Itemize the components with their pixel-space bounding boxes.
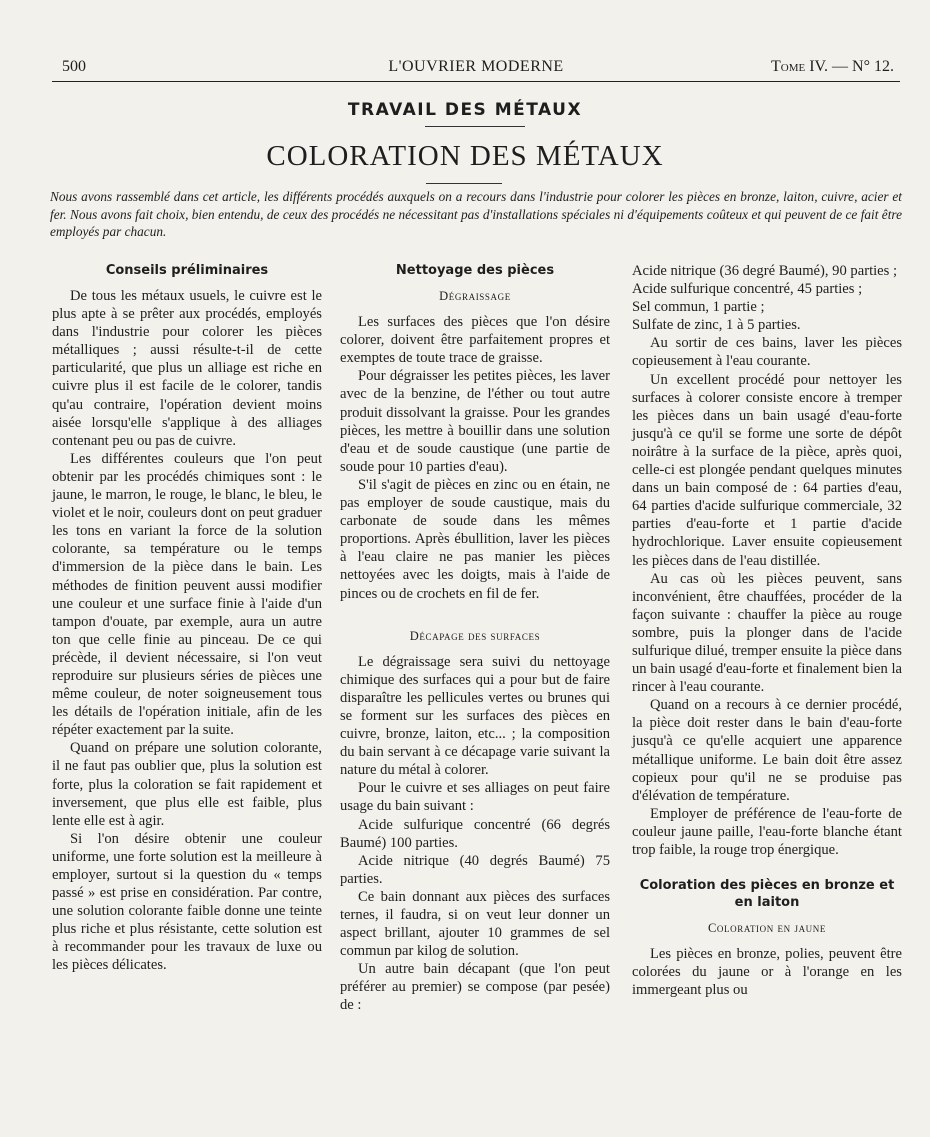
running-header	[52, 56, 900, 82]
paragraph: Ce bain donnant aux pièces des surfaces ternes, il faudra, si on veut leur donner un aspect brillant, ajouter 10 grammes de sel commun par kilog de solution.	[340, 888, 610, 960]
paragraph: Les surfaces des pièces que l'on désire colorer, doivent être parfaitement propres et exemptes de toute trace de graisse.	[340, 314, 610, 367]
paragraph: Le dégraissage sera suivi du nettoyage chimique des surfaces qui a pour but de faire disparaître les pellicules vertes ou brunes qui se forment sur les surfaces des pièces en cuivre, bronze, laiton, etc... ; la composition du bain servant à ce décapage varie suivant la nature du métal à colorer.	[340, 653, 610, 779]
ingredient-line: Sel commun, 1 partie ;	[632, 299, 765, 316]
paragraph: Un autre bain décapant (que l'on peut préférer au premier) se compose (par pesée) de :	[340, 961, 610, 1014]
paragraph: Au sortir de ces bains, laver les pièces copieusement à l'eau courante.	[632, 335, 902, 370]
ingredient-line: Sulfate de zinc, 1 à 5 parties.	[632, 317, 801, 334]
journal-title: L'OUVRIER MODERNE	[388, 58, 564, 75]
paragraph: Pour le cuivre et ses alliages on peut faire usage du bain suivant :	[340, 780, 610, 815]
paragraph: Acide nitrique (40 degrés Baumé) 75 parties.	[340, 852, 610, 887]
article-title: COLORATION DES MÉTAUX	[266, 140, 664, 172]
paragraph: Employer de préférence de l'eau-forte de couleur jaune paille, l'eau-forte blanche étant trop faible, la rouge trop énergique.	[632, 805, 902, 858]
section-rule	[425, 126, 525, 127]
page-number: 500	[62, 58, 86, 75]
paragraph: Quand on prépare une solution colorante, il ne faut pas oublier que, plus la solution est forte, plus la coloration se fait rapidement et inversement, que plus elle est faible, plus lente elle est à agir.	[52, 740, 322, 829]
heading-coloration-bronze: Coloration des pièces en bronze et en laiton	[639, 878, 895, 911]
paragraph: Si l'on désire obtenir une couleur uniforme, une forte solution est la meilleure à employer, surtout si la question du « temps passé » est prise en considération. Par contre, une solution colorante faible donne une teinte plus riche et plus résistante, cette solution est à recommander pour les travaux de luxe ou les pièces délicates.	[52, 830, 322, 974]
article-intro: Nous avons rassemblé dans cet article, les différents procédés auxquels on a recours dans l'industrie pour colorer les pièces en bronze, laiton, cuivre, acier et fer. Nous avons fait choix, bien entendu, de ceux des procédés ne nécessitant pas d'installations spéciales ni d'équipements coûteux et qui peuvent de ce fait être employés par chacun.	[50, 189, 902, 239]
subheading-coloration-jaune: Coloration en jaune	[708, 921, 826, 936]
header-rule	[52, 81, 900, 82]
paragraph: De tous les métaux usuels, le cuivre est le plus apte à se prêter aux procédés, employés dans l'industrie pour colorer les pièces métalliques ; aussi résulte-t-il de cette particularité, que plus un alliage est riche en cuivre plus il est facile de le colorer, tandis qu'au contraire, l'opération devient moins aisée lorsqu'elle s'applique à des alliages contenant peu ou pas de cuivre.	[52, 288, 322, 449]
paragraph: Au cas où les pièces peuvent, sans inconvénient, être chauffées, procéder de la façon suivante : chauffer la pièce au rouge sombre, puis la plonger dans de l'acide sulfurique dilué, tremper ensuite la pièce dans un bain usagé d'eau-forte et finalement bien la rincer à l'eau courante.	[632, 570, 902, 696]
column-2	[340, 262, 610, 1015]
subheading-degraissage: Dégraissage	[439, 289, 511, 303]
paragraph: Les différentes couleurs que l'on peut obtenir par les procédés chimiques sont : le jaune, le marron, le rouge, le blanc, le bleu, le violet et le noir, couleurs dont on peut graduer les tons en variant la force de la solution colorante, sa température ou le temps d'immersion de la pièce dans le bain. Les méthodes de finition peuvent aussi modifier une couleur et une surface finie à l'aide d'un tampon d'ouate, par exemple, aura un autre ton que celle finie au pinceau. De ce qui précède, il devient nécessaire, si l'on veut reproduire sur plusieurs séries de pièces une même couleur, de noter soigneusement tous les détails de l'opération initiale, afin de les répéter exactement par la suite.	[52, 450, 322, 739]
paragraph: Quand on a recours à ce dernier procédé, la pièce doit rester dans le bain d'eau-forte jusqu'à ce qu'elle acquiert une apparence métallique uniforme. Le bain doit être assez copieux pour qu'il ne se produise pas d'élévation de température.	[632, 697, 902, 804]
paragraph: Les pièces en bronze, polies, peuvent être colorées du jaune or à l'orange en les immergeant plus ou	[632, 946, 902, 999]
paragraph: Pour dégraisser les petites pièces, les laver avec de la benzine, de l'éther ou tout autre produit dissolvant la graisse. Pour les grandes pièces, les mettre à bouillir dans une solution d'eau et de soude caustique (une partie de soude pour 10 parties d'eau).	[340, 368, 610, 475]
paragraph: Un excellent procédé pour nettoyer les surfaces à colorer consiste encore à tremper les pièces dans un bain usagé d'eau-forte jusqu'à ce qu'il se forme une sorte de dépôt noirâtre à la surface de la pièce, après quoi, celle-ci est plongée pendant quelques minutes dans un bain composé de : 64 parties d'eau, 64 parties d'acide sulfurique commerciale, 32 parties d'eau-forte et 1 partie d'acide hydrochlorique. Laver ensuite copieusement les pièces dans de l'eau distillée.	[632, 371, 902, 569]
volume-issue: Tome IV. — N° 12.	[771, 58, 894, 75]
title-rule	[426, 183, 502, 184]
column-1	[52, 262, 322, 975]
heading-conseils: Conseils préliminaires	[105, 263, 269, 278]
section-title: TRAVAIL DES MÉTAUX	[347, 100, 583, 120]
paragraph: S'il s'agit de pièces en zinc ou en étain, ne pas employer de soude caustique, mais du carbonate de soude dans les mêmes proportions. Après ébullition, laver les pièces à l'eau claire ne pas manier les pièces nettoyées avec les doigts, mais à l'aide de pinces ou de crochets en fil de fer.	[340, 476, 610, 602]
ingredient-line: Acide nitrique (36 degré Baumé), 90 parties ;	[632, 263, 898, 279]
column-3	[632, 262, 902, 999]
paragraph: Acide sulfurique concentré (66 degrés Baumé) 100 parties.	[340, 816, 610, 851]
ingredient-line: Acide sulfurique concentré, 45 parties ;	[632, 281, 863, 298]
heading-nettoyage: Nettoyage des pièces	[395, 263, 555, 278]
subheading-decapage: Décapage des surfaces	[409, 628, 541, 643]
